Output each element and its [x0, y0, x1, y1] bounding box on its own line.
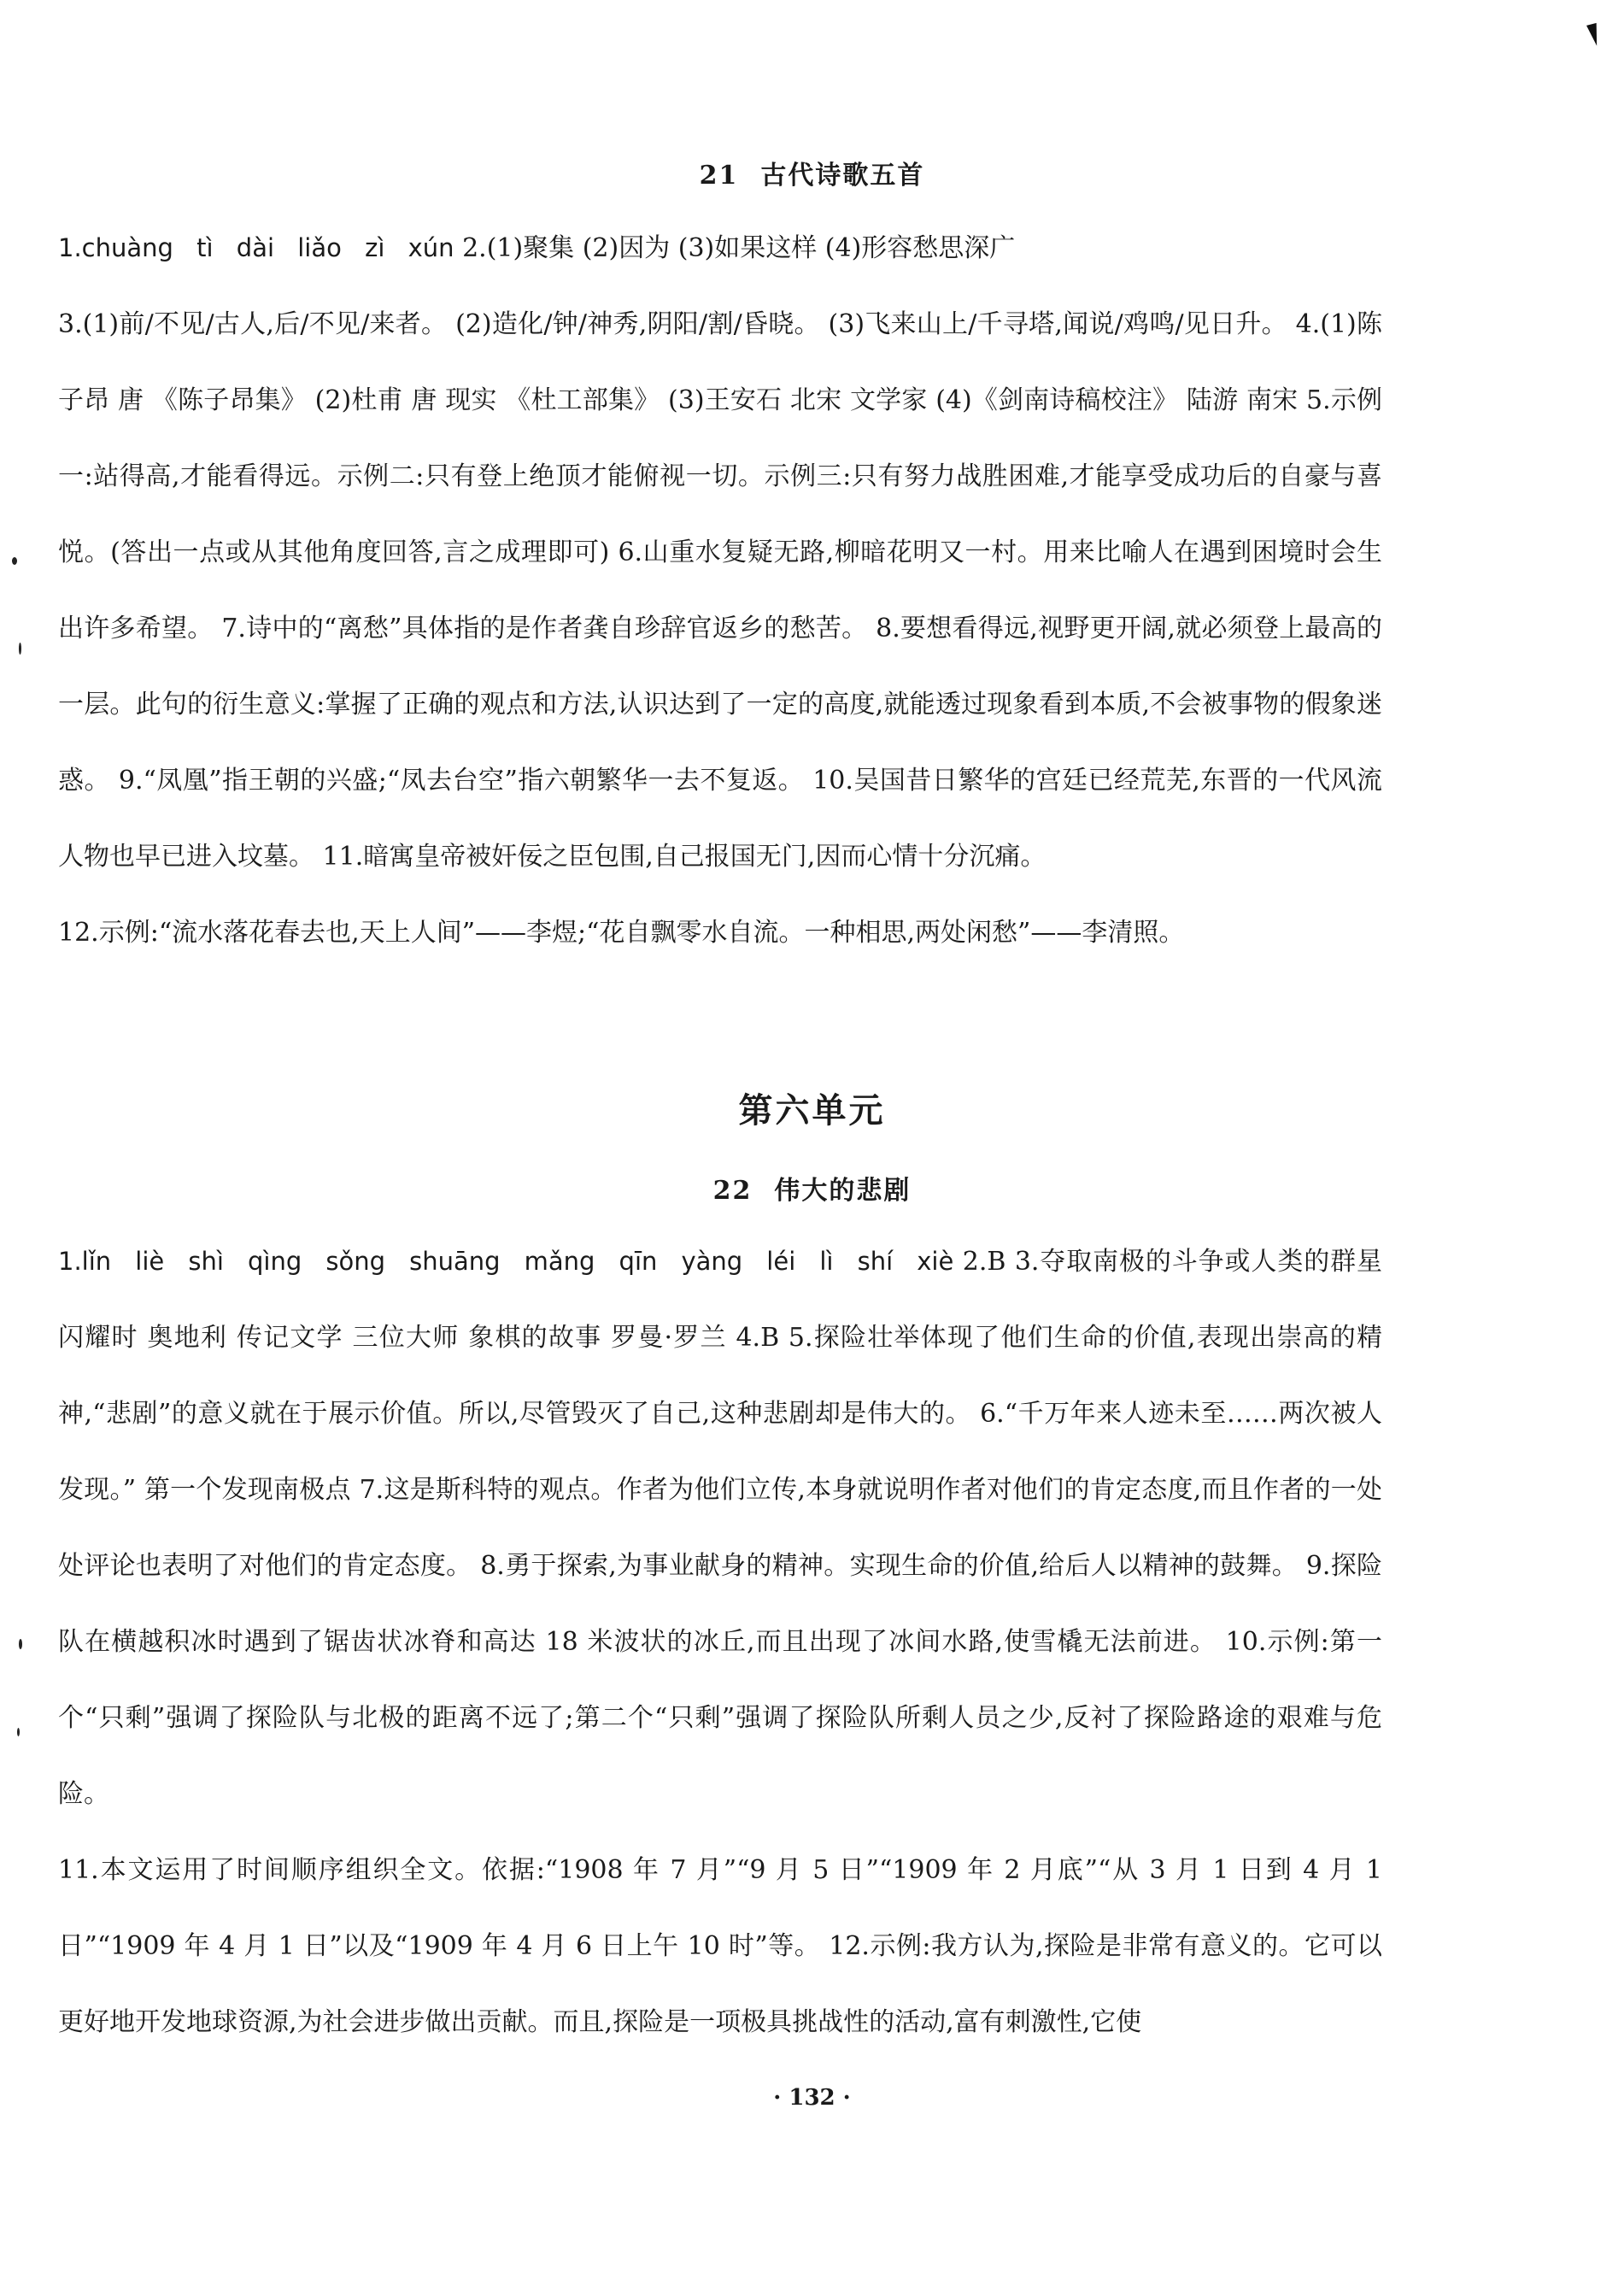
scan-dot: [19, 643, 21, 655]
section-21-paragraph-1: [58, 210, 1382, 286]
section-21-paragraph-3: 12.示例:“流水落花春去也,天上人间”——李煜;“花自飘零水自流。一种相思,两处闲愁”——李清照。: [58, 918, 1185, 948]
section-22-paragraph-1: [58, 1224, 1382, 1832]
section-21-title: [0, 154, 1624, 191]
section-21-pinyin: 1.chuàng tì dài liǎo zì xún: [58, 233, 454, 262]
scan-dot: [12, 557, 17, 565]
section-22-answers: [58, 1224, 1382, 2060]
section-22-paragraph-2: 11.本文运用了时间顺序组织全文。依据:“1908 年 7 月”“9 月 5 日”“1909 年 2 月底”“从 3 月 1 日到 4 月 1 日”“1909 年 4 月 1 日”以及“1909 年 4 月 6 日上午 10 时”等。 12.示例:我方认为,探险是非常有意义的。它可以更好地开发地球资源,为社会进步做出贡献。而且,探险是一项极具挑战性的活动,富有刺激性,它使: [58, 1855, 1382, 2037]
section-22-title-text: 伟大的悲剧: [774, 1176, 912, 1206]
scan-dot: [19, 1639, 22, 1649]
section-21-q2: 2.(1)聚集 (2)因为 (3)如果这样 (4)形容愁思深广: [454, 233, 1016, 263]
section-21-number: 21: [699, 161, 739, 191]
section-22-number: 22: [712, 1176, 753, 1206]
section-21-title-text: 古代诗歌五首: [760, 161, 925, 191]
scan-dot: [17, 1728, 20, 1736]
section-22-title: [0, 1169, 1624, 1207]
unit-6-heading: 第六单元: [738, 1090, 886, 1131]
section-21-paragraph-2: 3.(1)前/不见/古人,后/不见/来者。 (2)造化/钟/神秀,阴阳/割/昏晓。 (3)飞来山上/千寻塔,闻说/鸡鸣/见日升。 4.(1)陈子昂 唐 《陈子昂集》 (2)杜甫 唐 现实 《杜工部集》 (3)王安石 北宋 文学家 (4)《剑南诗稿校注》 陆游 南宋 5.示例一:站得高,才能看得远。示例二:只有登上绝顶才能俯视一切。示例三:只有努力战胜困难,才能享受成功后的自豪与喜悦。(答出一点或从其他角度回答,言之成理即可) 6.山重水复疑无路,柳暗花明又一村。用来比喻人在遇到困境时会生出许多希望。 7.诗中的“离愁”具体指的是作者龚自珍辞官返乡的愁苦。 8.要想看得远,视野更开阔,就必须登上最高的一层。此句的衍生意义:掌握了正确的观点和方法,认识达到了一定的高度,就能透过现象看到本质,不会被事物的假象迷惑。 9.“凤凰”指王朝的兴盛;“凤去台空”指六朝繁华一去不复返。 10.吴国昔日繁华的宫廷已经荒芜,东晋的一代风流人物也早已进入坟墓。 11.暗寓皇帝被奸佞之臣包围,自己报国无门,因而心情十分沉痛。: [58, 309, 1382, 872]
page-number: · 132 ·: [773, 2085, 851, 2111]
section-21-answers: [58, 210, 1382, 971]
section-22-q2-q10: 2.B 3.夺取南极的斗争或人类的群星闪耀时 奥地利 传记文学 三位大师 象棋的故事 罗曼·罗兰 4.B 5.探险壮举体现了他们生命的价值,表现出崇高的精神,“悲剧”的意义就在于展示价值。所以,尽管毁灭了自己,这种悲剧却是伟大的。 6.“千万年来人迹未至……两次被人发现。” 第一个发现南极点 7.这是斯科特的观点。作者为他们立传,本身就说明作者对他们的肯定态度,而且作者的一处处评论也表明了对他们的肯定态度。 8.勇于探索,为事业献身的精神。实现生命的价值,给后人以精神的鼓舞。 9.探险队在横越积冰时遇到了锯齿状冰脊和高达 18 米波状的冰丘,而且出现了冰间水路,使雪橇无法前进。 10.示例:第一个“只剩”强调了探险队与北极的距离不远了;第二个“只剩”强调了探险队所剩人员之少,反衬了探险路途的艰难与危险。: [58, 1247, 1382, 1809]
section-22-pinyin: 1.lǐn liè shì qìng sǒng shuāng mǎng qīn yàng léi lì shí xiè: [58, 1247, 954, 1276]
scan-corner-mark: [1586, 23, 1602, 47]
